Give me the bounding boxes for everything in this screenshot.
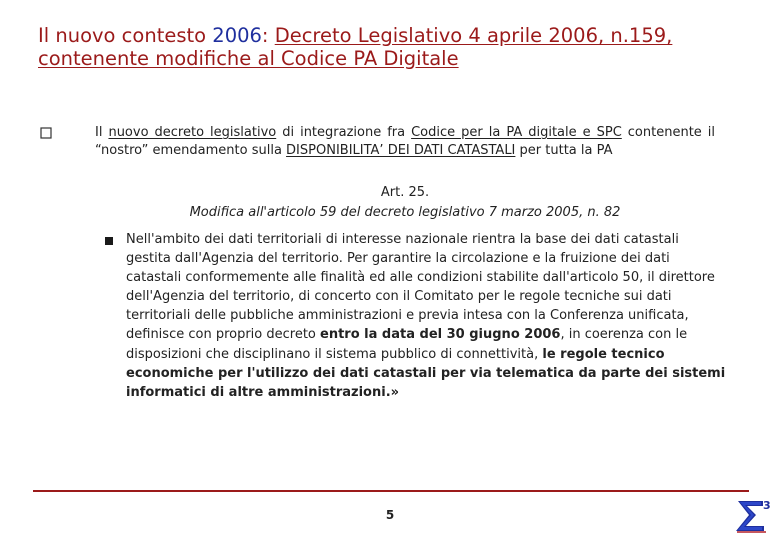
logo-superscript: 3 — [763, 499, 771, 512]
article-quote — [126, 230, 726, 402]
footer-divider — [33, 490, 749, 492]
intro-codice-spc: Codice per la PA digitale e SPC — [411, 125, 622, 140]
intro-text: contenente il “nostro” emendamento sulla — [95, 125, 716, 158]
intro-paragraph — [95, 124, 715, 160]
title-colon: : — [261, 24, 275, 47]
quote-text: , in coerenza con le disposizioni che disciplinano il sistema pubblico di connettività, — [126, 327, 688, 362]
intro-disponibilita: DISPONIBILITA’ DEI DATI CATASTALI — [286, 143, 516, 158]
article-heading: Modifica all'articolo 59 del decreto legislativo 7 marzo 2005, n. 82 — [189, 205, 621, 220]
article-heading-block — [95, 183, 715, 223]
intro-text: per tutta la PA — [515, 143, 613, 158]
quote-deadline: entro la data del 30 giugno 2006 — [320, 327, 561, 343]
article-number: Art. 25. — [380, 185, 430, 200]
quote-text: Nell'ambito dei dati territoriali di interesse nazionale rientra la base dei dati catastali gestita dall'Agenzia del territorio. Per garantire la circolazione e la fruizione dei dati catastali conformemente alle finalità ed alle condizioni stabilite dall'articolo 50, il direttore dell'Agenzia del territorio, di concerto con il Comitato per le regole tecniche sui dati territoriali delle pubbliche amministrazioni e previa intesa con la Conferenza unificata, definisce con proprio decreto — [126, 232, 715, 343]
title-prefix: Il nuovo contesto — [38, 24, 213, 47]
sigma-logo-icon — [732, 497, 772, 533]
title-year: 2006 — [212, 24, 262, 47]
filled-square-bullet-icon — [105, 237, 113, 245]
intro-text: Il — [95, 125, 109, 140]
page-number: 5 — [385, 508, 395, 522]
slide-title — [38, 24, 758, 70]
intro-text: di integrazione fra — [276, 125, 412, 140]
quote-rules: le regole tecnico economiche per l'utilizzo dei dati catastali per via telematica da parte dei sistemi informatici di altre amministrazioni.» — [126, 346, 726, 400]
intro-new-decree: nuovo decreto legislativo — [108, 125, 277, 140]
hollow-square-bullet-icon — [40, 127, 52, 139]
title-decree-link[interactable]: Decreto Legislativo 4 aprile 2006, n.159, contenente modifiche al Codice PA Digitale — [38, 24, 673, 70]
